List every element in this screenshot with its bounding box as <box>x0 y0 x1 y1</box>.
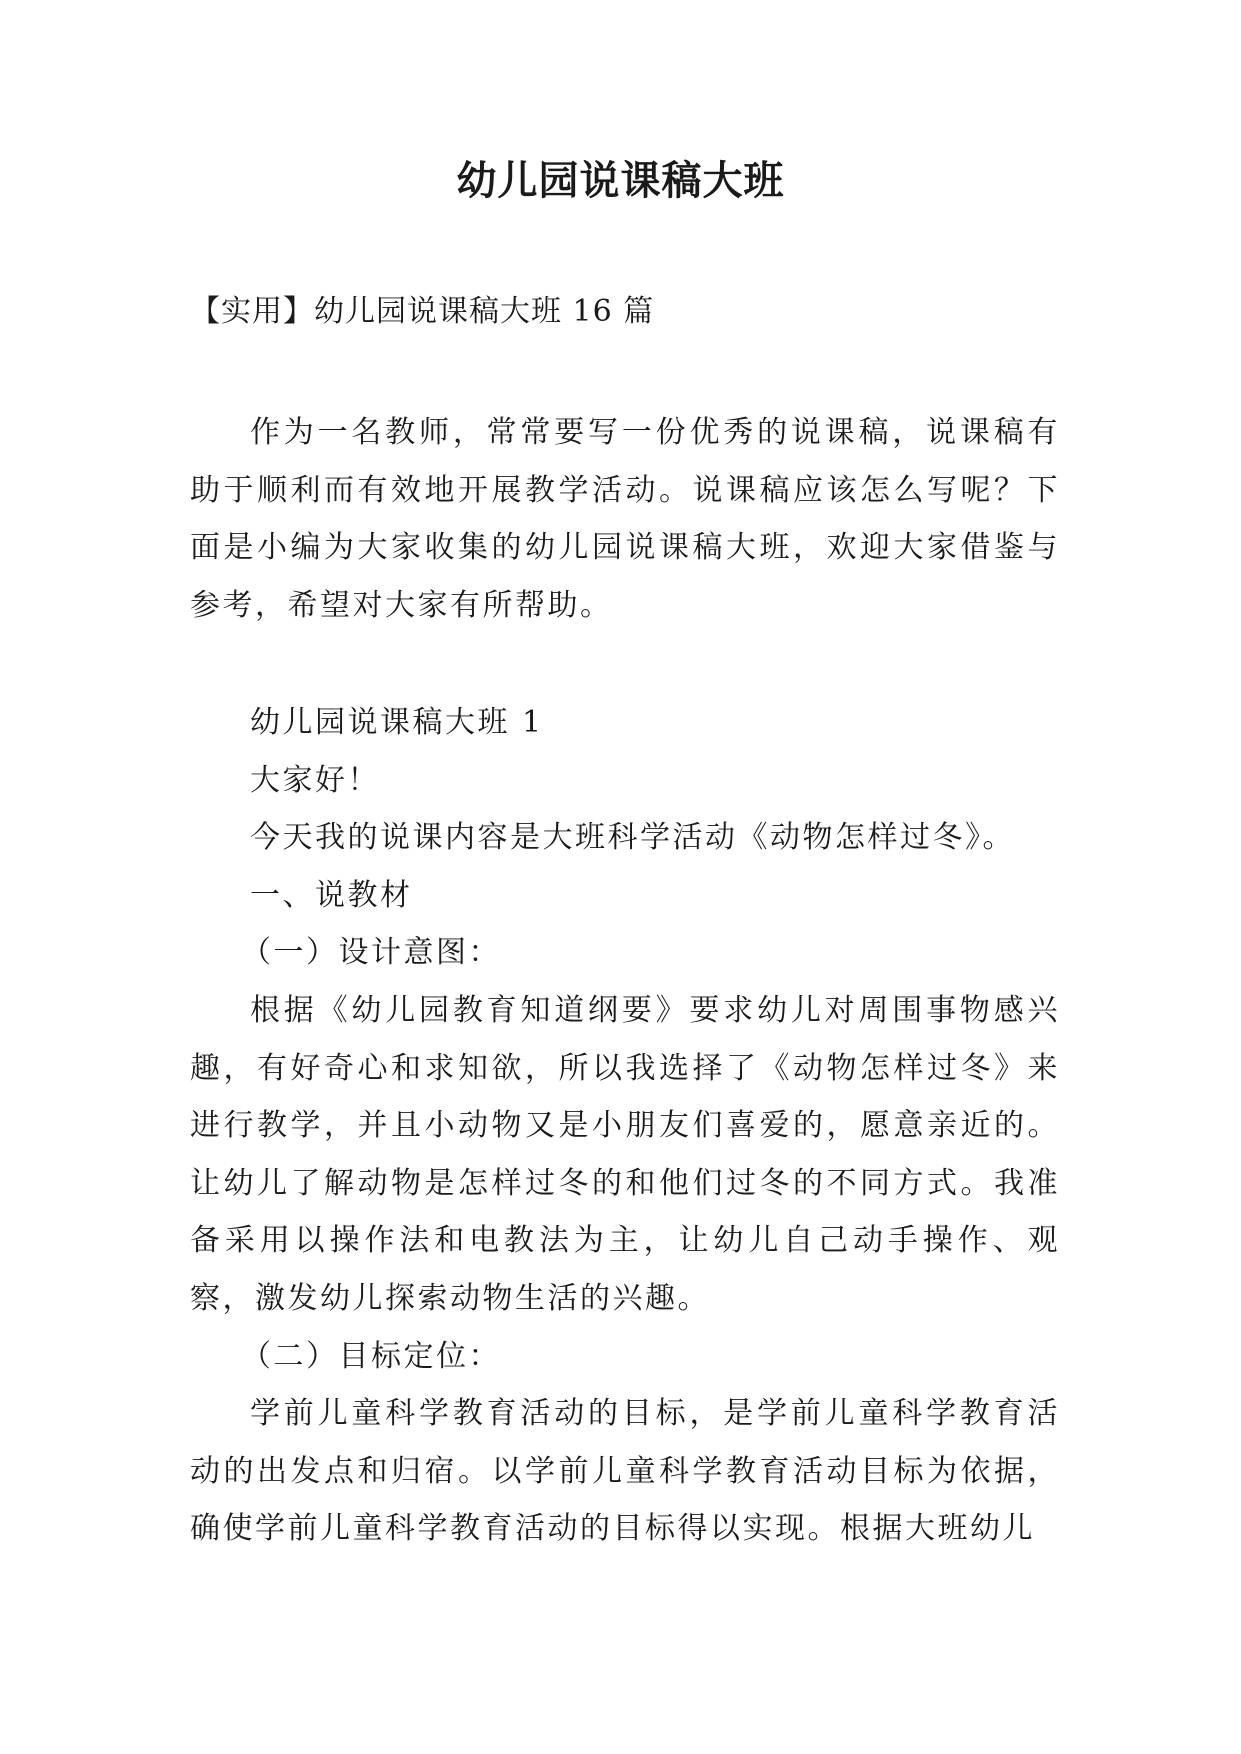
topic-line: 今天我的说课内容是大班科学活动《动物怎样过冬》。 <box>250 820 1015 856</box>
intro-paragraph: 作为一名教师，常常要写一份优秀的说课稿，说课稿有助于顺利而有效地开展教学活动。说课稿应该怎么写呢？下面是小编为大家收集的幼儿园说课稿大班，欢迎大家借鉴与参考，希望对大家有所帮助。 <box>190 415 1060 623</box>
paragraph-design-intent: 根据《幼儿园教育知道纲要》要求幼儿对周围事物感兴趣，有好奇心和求知欲，所以我选择了《动物怎样过冬》来进行教学，并且小动物又是小朋友们喜爱的，愿意亲近的。让幼儿了解动物是怎样过冬的和他们过冬的不同方式。我准备采用以操作法和电教法为主，让幼儿自己动手操作、观察，激发幼儿探索动物生活的兴趣。 <box>190 992 1060 1316</box>
document-subtitle: 【实用】幼儿园说课稿大班 16 篇 <box>190 294 655 329</box>
intro-block <box>190 404 1060 634</box>
greeting-line: 大家好！ <box>250 762 380 798</box>
part-one-heading: 一、说教材 <box>250 877 413 913</box>
sub-heading-design-intent: （一）设计意图： <box>241 935 501 971</box>
section-heading: 幼儿园说课稿大班 1 <box>250 705 544 740</box>
document-title: 幼儿园说课稿大班 <box>456 157 785 204</box>
sub-heading-goals: （二）目标定位： <box>241 1338 501 1374</box>
paragraph-goals: 学前儿童科学教育活动的目标，是学前儿童科学教育活动的出发点和归宿。以学前儿童科学教育活动目标为依据，确使学前儿童科学教育活动的目标得以实现。根据大班幼儿 <box>190 1396 1060 1547</box>
main-content <box>190 694 1060 1558</box>
